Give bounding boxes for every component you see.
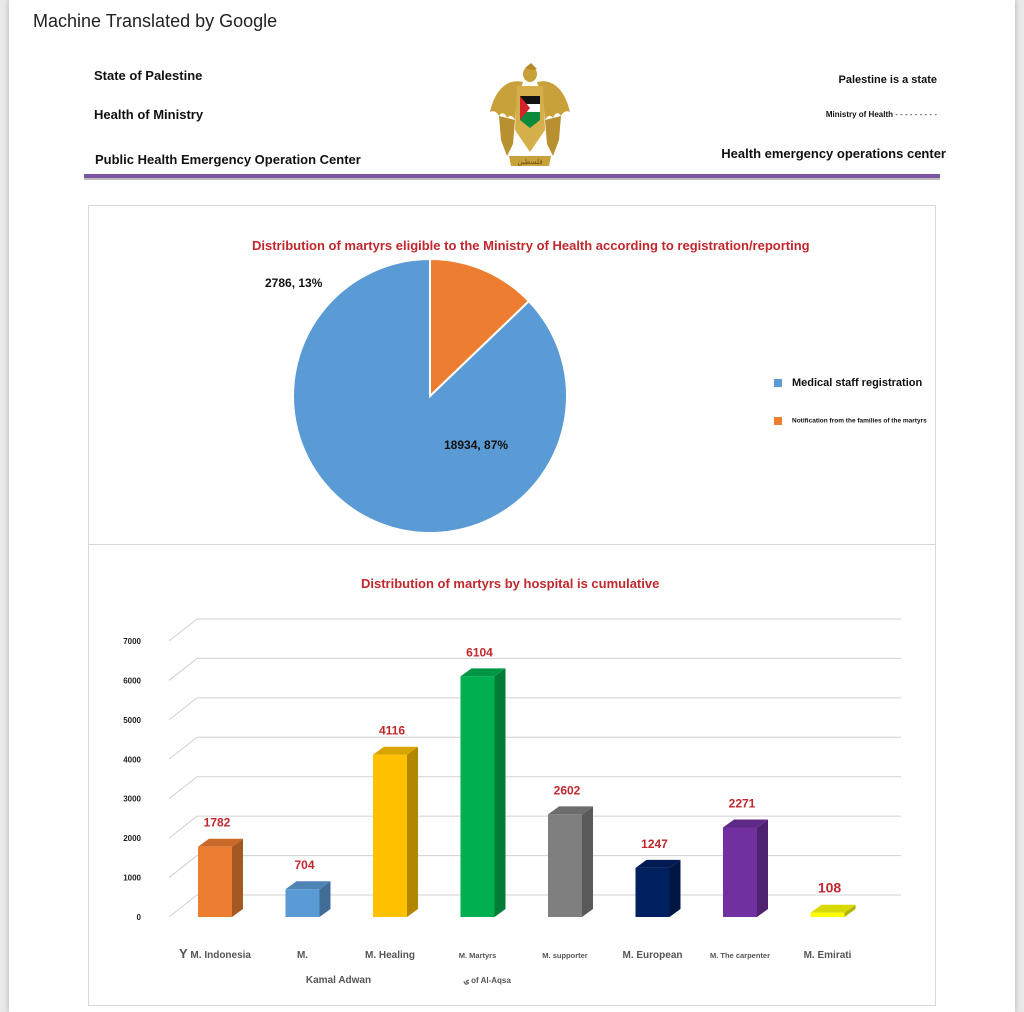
- pie-label-families: 2786, 13%: [265, 276, 323, 290]
- bar-2: [286, 889, 320, 917]
- x-tick-label: M. supporter: [542, 951, 588, 960]
- legend-swatch-families: [774, 417, 782, 425]
- y-tick-label: 7000: [123, 637, 141, 646]
- header-divider: [84, 174, 940, 180]
- x-tick-label-line2: ۍ of Al-Aqsa: [464, 976, 511, 985]
- x-tick-label-line2: Kamal Adwan: [305, 975, 372, 986]
- translation-banner: Machine Translated by Google: [33, 11, 278, 31]
- pie-chart-title: Distribution of martyrs eligible to the Ministry of Health according to registration/reporting: [252, 238, 810, 253]
- y-tick-label: 0: [136, 913, 141, 922]
- y-tick-label: 1000: [123, 873, 141, 883]
- bar-side: [232, 839, 243, 917]
- pie-legend-families-label: Notification from the families of the martyrs: [792, 417, 927, 425]
- emblem-caption: فلسطين: [517, 159, 543, 166]
- legend-swatch-medical: [774, 379, 782, 387]
- eagle-emblem-icon: [487, 60, 573, 172]
- pie-legend-medical-label: Medical staff registration: [792, 377, 923, 389]
- x-tick-label: M. Martyrs: [458, 951, 497, 960]
- x-tick-label: M. European: [622, 950, 683, 961]
- bar-8: [811, 913, 845, 917]
- bar-3: [373, 755, 407, 917]
- gridline-diag: [169, 737, 197, 759]
- bar-value-label: 108: [817, 879, 842, 896]
- bar-value-label: 2271: [728, 796, 756, 811]
- bar-side: [495, 668, 506, 917]
- y-tick-label: 2000: [123, 834, 141, 844]
- header-right-center: Health emergency operations center: [721, 146, 946, 161]
- bar-1: [198, 847, 232, 917]
- bar-5: [548, 814, 582, 917]
- x-tick-label: M. Healing: [364, 950, 416, 961]
- header-ministry: Health of Ministry: [94, 107, 204, 122]
- header-right-state: Palestine is a state: [838, 74, 937, 86]
- y-tick-label: 6000: [123, 676, 141, 686]
- y-tick-label: 3000: [123, 794, 141, 804]
- gridline-diag: [169, 658, 197, 680]
- gridline-diag: [169, 895, 197, 917]
- gridline-diag: [169, 619, 197, 641]
- gridline-diag: [169, 816, 197, 838]
- bar-value-label: 4116: [378, 723, 406, 738]
- bar-chart: [89, 545, 935, 1005]
- y-tick-label: 4000: [123, 755, 141, 765]
- pie-chart: [89, 206, 935, 546]
- header-right-dashes: - - - - - - - - -: [895, 110, 937, 119]
- header-right-ministry: [826, 110, 937, 119]
- pie-label-medical: 18934, 87%: [444, 438, 509, 452]
- bar-chart-title: Distribution of martyrs by hospital is cumulative: [361, 576, 660, 591]
- x-tick-label: Y M. Indonesia: [178, 946, 252, 961]
- pie-legend-medical: [774, 377, 922, 389]
- x-tick-label: M. The carpenter: [709, 951, 771, 960]
- bar-side: [407, 747, 418, 917]
- bar-7: [723, 827, 757, 917]
- pie-legend-families: [774, 417, 927, 425]
- bar-value-label: 2602: [553, 783, 581, 798]
- bar-chart-panel: [88, 544, 936, 1006]
- x-tick-label: M.: [296, 950, 309, 961]
- header-center: Public Health Emergency Operation Center: [95, 152, 361, 167]
- x-tick-label: M. Emirati: [803, 950, 852, 961]
- bar-value-label: 6104: [466, 645, 493, 660]
- y-tick-label: 5000: [123, 715, 141, 725]
- bar-value-label: 1247: [641, 836, 668, 851]
- bar-4: [461, 676, 495, 917]
- gridline-diag: [169, 698, 197, 720]
- pie-chart-panel: [88, 205, 936, 547]
- gridline-diag: [169, 777, 197, 799]
- bar-value-label: 704: [294, 858, 315, 873]
- gridline-diag: [169, 856, 197, 878]
- header-right-ministry-label: Ministry of Health: [825, 110, 893, 119]
- document-page: [9, 0, 1015, 1012]
- bar-value-label: 1782: [203, 815, 231, 830]
- bar-6: [636, 868, 670, 917]
- bar-side: [670, 860, 681, 917]
- bar-side: [757, 819, 768, 917]
- bar-side: [582, 806, 593, 917]
- header-state: State of Palestine: [94, 68, 203, 83]
